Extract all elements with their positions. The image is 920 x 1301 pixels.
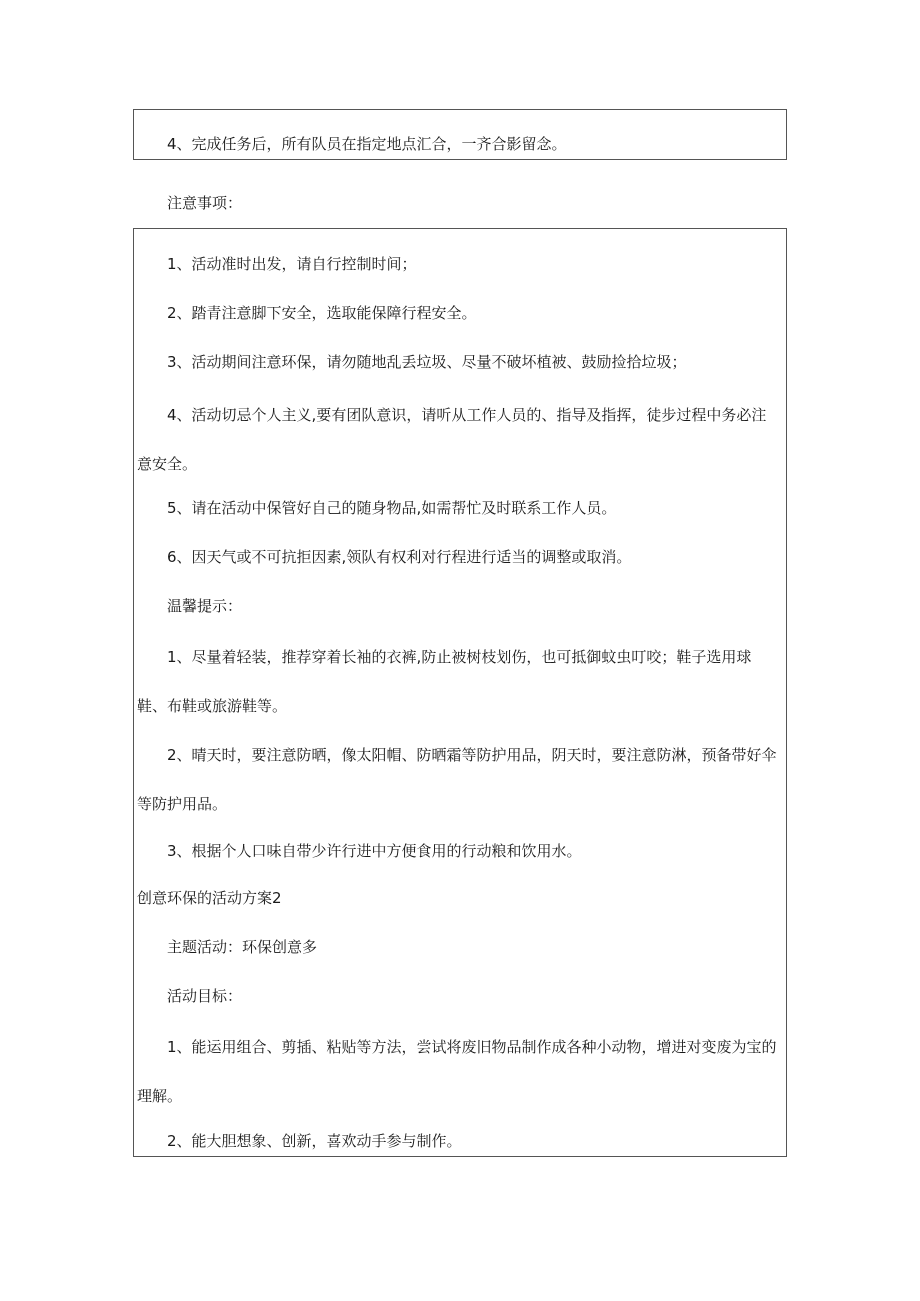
notes-heading: 注意事项： [167,194,243,212]
note-item-4: 4、活动切忌个人主义,要有团队意识，请听从工作人员的、指导及指挥，徒步过程中务必注意安全。 [137,406,767,473]
tip-item-1: 1、尽量着轻装，推荐穿着长袖的衣裤,防止被树枝划伤，也可抵御蚊虫叮咬；鞋子选用球鞋、布鞋或旅游鞋等。 [137,648,752,715]
goal-item-2: 2、能大胆想象、创新，喜欢动手参与制作。 [167,1132,462,1150]
goal-item-1: 1、能运用组合、剪插、粘贴等方法，尝试将废旧物品制作成各种小动物，增进对变废为宝的理解。 [137,1038,777,1105]
note-item-6: 6、因天气或不可抗拒因素,领队有权利对行程进行适当的调整或取消。 [167,548,632,566]
top-item-4: 4、完成任务后，所有队员在指定地点汇合，一齐合影留念。 [167,135,567,153]
note-item-1: 1、活动准时出发，请自行控制时间； [167,255,417,273]
tip-item-2: 2、晴天时，要注意防晒，像太阳帽、防晒霜等防护用品，阴天时，要注意防淋，预备带好伞等防护用品。 [137,746,777,813]
theme-line: 主题活动：环保创意多 [167,938,318,956]
section2-title: 创意环保的活动方案2 [137,889,282,907]
tip-item-3: 3、根据个人口味自带少许行进中方便食用的行动粮和饮用水。 [167,842,582,860]
goals-heading: 活动目标： [167,987,243,1005]
note-item-3: 3、活动期间注意环保，请勿随地乱丢垃圾、尽量不破坏植被、鼓励捡拾垃圾； [167,353,687,371]
note-item-2: 2、踏青注意脚下安全，选取能保障行程安全。 [167,304,477,322]
note-item-5: 5、请在活动中保管好自己的随身物品,如需帮忙及时联系工作人员。 [167,499,617,517]
tips-heading: 温馨提示： [167,597,243,615]
